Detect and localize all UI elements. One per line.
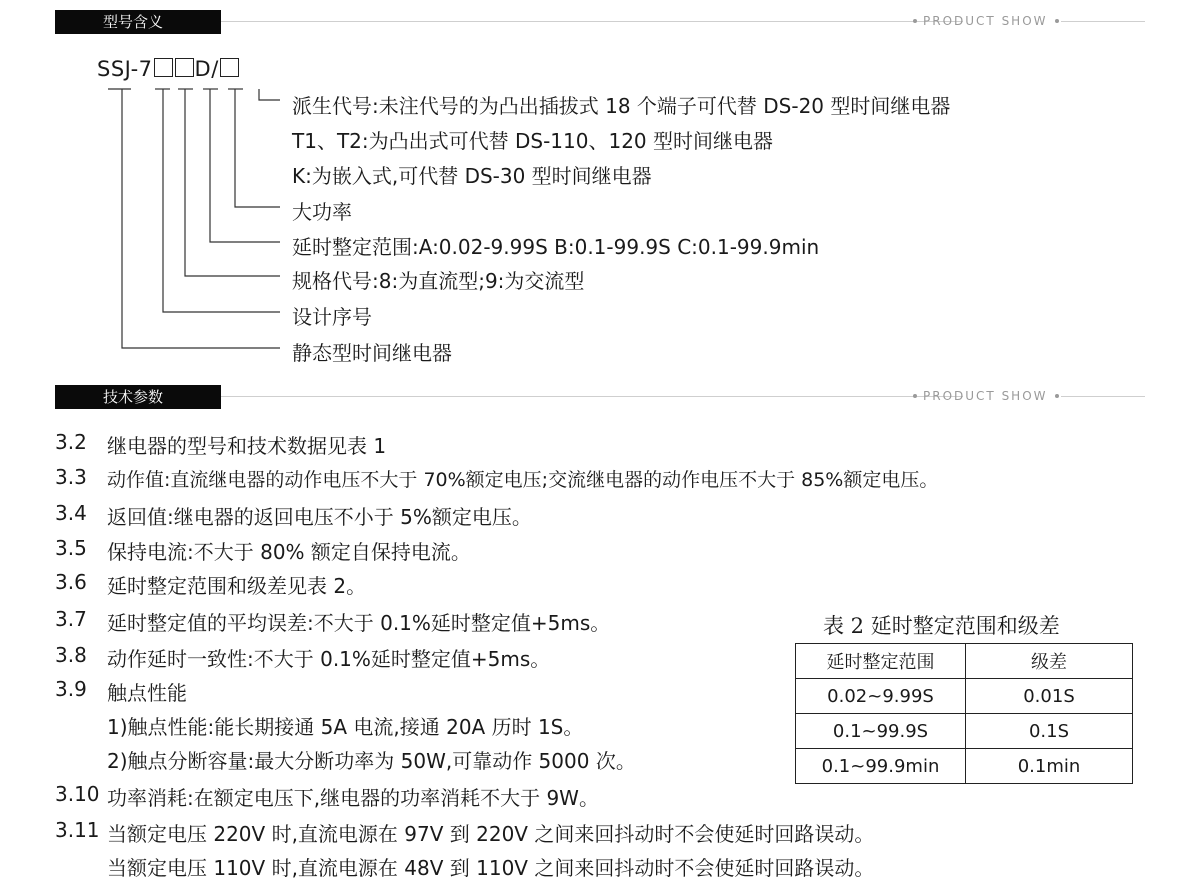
table-cell: 0.1min — [966, 749, 1133, 784]
model-desc-high-power: 大功率 — [292, 200, 352, 224]
spec-text: 返回值:继电器的返回电压不小于 5%额定电压。 — [107, 505, 532, 529]
spec-num: 3.6 — [55, 570, 87, 594]
table2 — [795, 643, 1133, 784]
spec-num: 3.2 — [55, 430, 87, 454]
table-row — [796, 679, 1133, 714]
model-prefix: SSJ-7 — [97, 57, 153, 81]
table-cell: 0.02~9.99S — [796, 679, 966, 714]
spec-num: 3.11 — [55, 818, 100, 842]
divider — [1061, 396, 1145, 397]
spec-text: 动作延时一致性:不大于 0.1%延时整定值+5ms。 — [107, 647, 551, 671]
table-row — [796, 714, 1133, 749]
dot-icon — [1055, 394, 1059, 398]
section-title: 技术参数 — [55, 385, 221, 409]
spec-num: 3.8 — [55, 643, 87, 667]
model-d: D/ — [194, 57, 219, 81]
spec-text: 当额定电压 220V 时,直流电源在 97V 到 220V 之间来回抖动时不会使延时回路误动。 — [107, 822, 875, 846]
divider — [221, 396, 963, 397]
spec-text: 触点性能 — [107, 681, 187, 705]
product-show-label: PRODUCT SHOW — [923, 14, 1048, 28]
section-header-tech-params — [55, 385, 1145, 409]
table-cell: 0.1~99.9min — [796, 749, 966, 784]
spec-text: 保持电流:不大于 80% 额定自保持电流。 — [107, 540, 471, 564]
dot-icon — [1055, 19, 1059, 23]
spec-num: 3.10 — [55, 782, 100, 806]
spec-num: 3.4 — [55, 501, 87, 525]
spec-subitem: 2)触点分断容量:最大分断功率为 50W,可靠动作 5000 次。 — [107, 749, 636, 773]
spec-num: 3.9 — [55, 677, 87, 701]
spec-text: 继电器的型号和技术数据见表 1 — [107, 434, 387, 458]
spec-subitem: 当额定电压 110V 时,直流电源在 48V 到 110V 之间来回抖动时不会使延时回路误动。 — [107, 856, 875, 880]
table-header: 延时整定范围 — [796, 644, 966, 679]
model-desc-spec-code: 规格代号:8:为直流型;9:为交流型 — [292, 269, 585, 293]
model-bracket-diagram — [0, 0, 300, 360]
divider — [1061, 21, 1145, 22]
table-cell: 0.1~99.9S — [796, 714, 966, 749]
product-show-label: PRODUCT SHOW — [923, 389, 1048, 403]
model-desc-derivative: 派生代号:未注代号的为凸出插拔式 18 个端子可代替 DS-20 型时间继电器 — [292, 94, 951, 118]
model-desc-static-relay: 静态型时间继电器 — [292, 341, 452, 365]
model-desc-delay-range: 延时整定范围:A:0.02-9.99S B:0.1-99.9S C:0.1-99.9min — [292, 235, 820, 259]
table-cell: 0.1S — [966, 714, 1133, 749]
spec-num: 3.7 — [55, 607, 87, 631]
dot-icon — [913, 19, 917, 23]
model-desc-t1t2: T1、T2:为凸出式可代替 DS-110、120 型时间继电器 — [292, 129, 773, 153]
spec-text: 功率消耗:在额定电压下,继电器的功率消耗不大于 9W。 — [107, 786, 599, 810]
table2-title: 表 2 延时整定范围和级差 — [823, 614, 1060, 638]
divider — [221, 21, 963, 22]
spec-num: 3.3 — [55, 465, 87, 489]
spec-text: 动作值:直流继电器的动作电压不大于 70%额定电压;交流继电器的动作电压不大于 85%额定电压。 — [107, 469, 939, 491]
spec-text: 延时整定值的平均误差:不大于 0.1%延时整定值+5ms。 — [107, 611, 611, 635]
table-header-row — [796, 644, 1133, 679]
model-desc-design-seq: 设计序号 — [292, 305, 372, 329]
spec-subitem: 1)触点性能:能长期接通 5A 电流,接通 20A 历时 1S。 — [107, 715, 584, 739]
model-desc-k: K:为嵌入式,可代替 DS-30 型时间继电器 — [292, 164, 652, 188]
table-row — [796, 749, 1133, 784]
table-cell: 0.01S — [966, 679, 1133, 714]
section-title: 型号含义 — [55, 10, 221, 34]
dot-icon — [913, 394, 917, 398]
spec-num: 3.5 — [55, 536, 87, 560]
table-header: 级差 — [966, 644, 1133, 679]
spec-text: 延时整定范围和级差见表 2。 — [107, 574, 367, 598]
